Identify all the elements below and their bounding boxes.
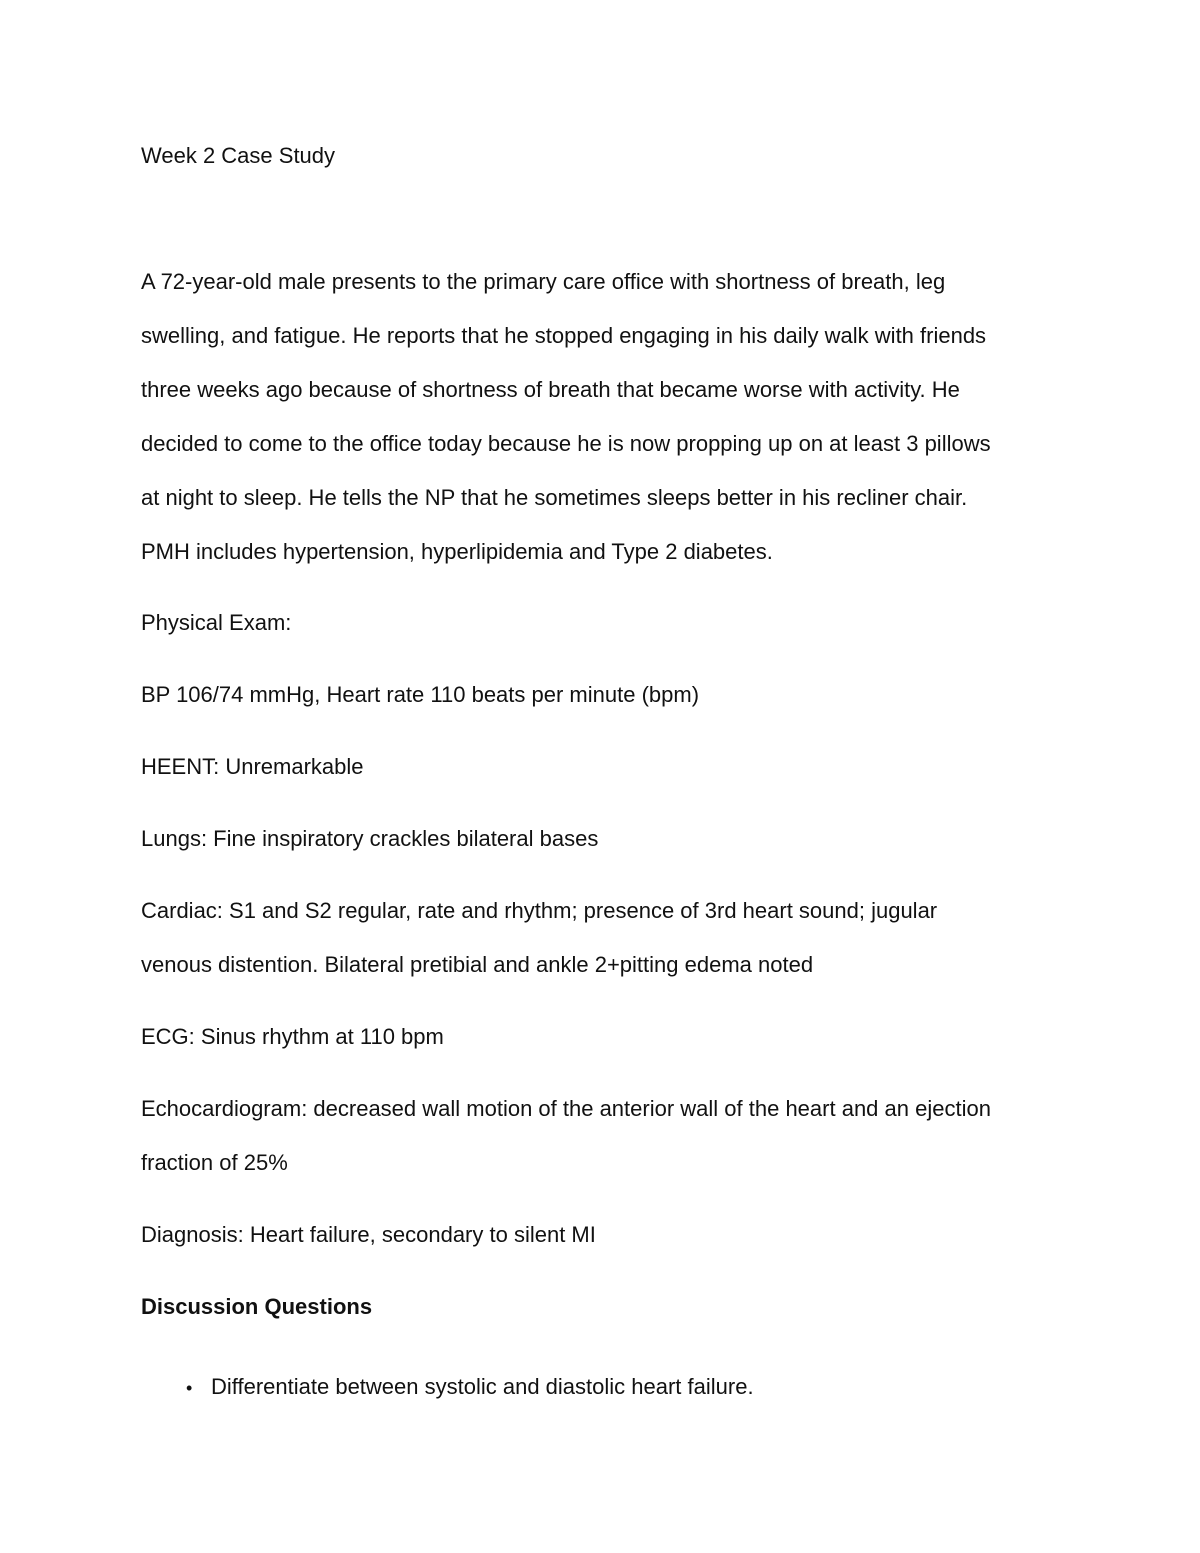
echo-line-2: fraction of 25%: [141, 1150, 288, 1175]
cardiac-line-2: venous distention. Bilateral pretibial and ankle 2+pitting edema noted: [141, 952, 814, 977]
discussion-heading: Discussion Questions: [141, 1294, 373, 1319]
physical-exam-heading: Physical Exam:: [141, 610, 292, 635]
heent-line: HEENT: Unremarkable: [141, 754, 364, 779]
intro-line-1: A 72-year-old male presents to the primary care office with shortness of breath, leg: [141, 269, 946, 294]
question-item-1: Differentiate between systolic and diastolic heart failure.: [211, 1374, 754, 1399]
intro-line-3: three weeks ago because of shortness of breath that became worse with activity. He: [141, 377, 960, 402]
vitals-line: BP 106/74 mmHg, Heart rate 110 beats per minute (bpm): [141, 682, 700, 707]
intro-line-5: at night to sleep. He tells the NP that he sometimes sleeps better in his recliner chair.: [141, 485, 968, 510]
intro-line-4: decided to come to the office today because he is now propping up on at least 3 pillows: [141, 431, 991, 456]
document-title: Week 2 Case Study: [141, 143, 336, 168]
cardiac-line-1: Cardiac: S1 and S2 regular, rate and rhythm; presence of 3rd heart sound; jugular: [141, 898, 938, 923]
intro-line-2: swelling, and fatigue. He reports that he stopped engaging in his daily walk with friends: [141, 323, 987, 348]
echo-line-1: Echocardiogram: decreased wall motion of the anterior wall of the heart and an ejection: [141, 1096, 991, 1121]
diagnosis-line: Diagnosis: Heart failure, secondary to silent MI: [141, 1222, 596, 1247]
ecg-line: ECG: Sinus rhythm at 110 bpm: [141, 1024, 444, 1049]
lungs-line: Lungs: Fine inspiratory crackles bilateral bases: [141, 826, 599, 851]
intro-line-6: PMH includes hypertension, hyperlipidemia and Type 2 diabetes.: [141, 539, 773, 564]
bullet-marker: •: [186, 1378, 193, 1398]
